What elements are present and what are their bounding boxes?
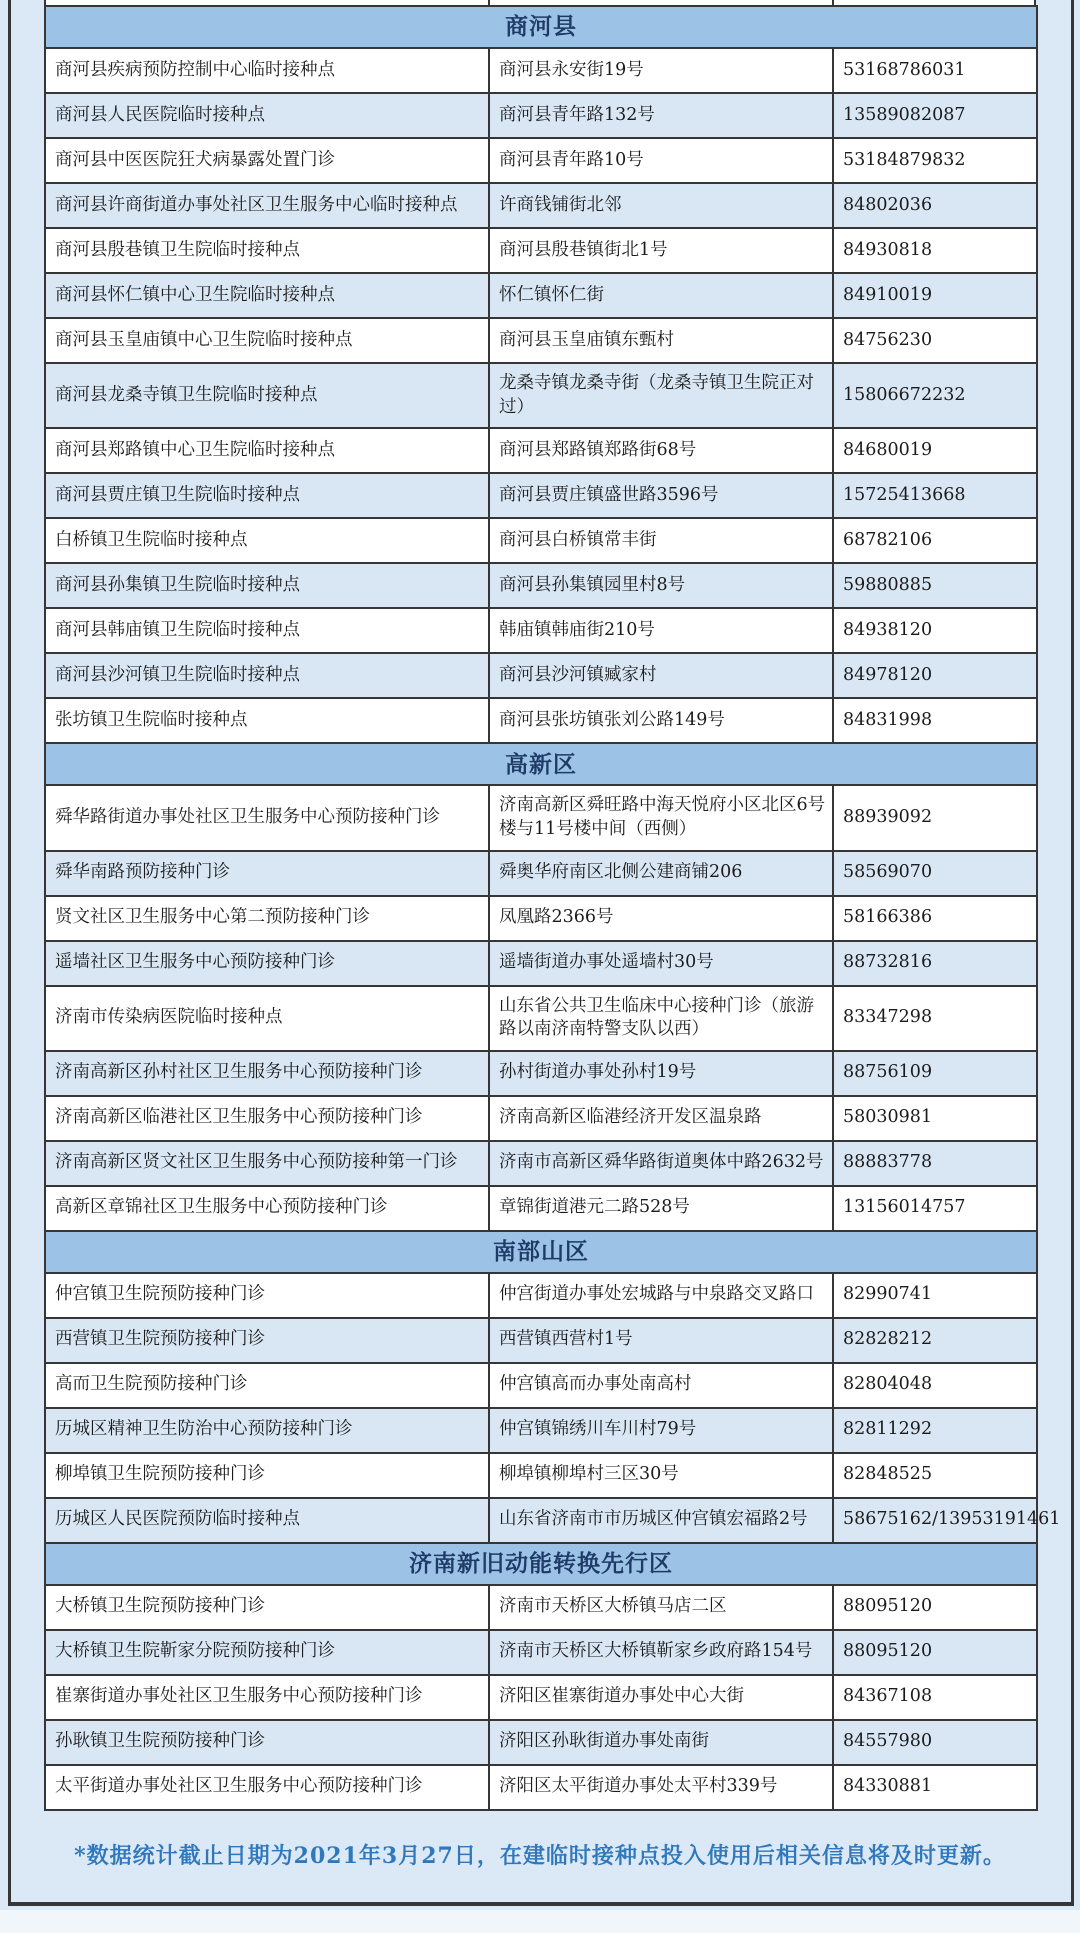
site-phone-cell: 88095120 (833, 1630, 1037, 1675)
table-body (45, 6, 1061, 1810)
site-address-cell: 济南市高新区舜华路街道奥体中路2632号 (489, 1141, 833, 1186)
site-phone-cell: 84756230 (833, 318, 1037, 363)
site-name-cell: 历城区精神卫生防治中心预防接种门诊 (45, 1408, 489, 1453)
site-address-cell: 济阳区太平街道办事处太平村339号 (489, 1765, 833, 1810)
site-phone-cell: 15725413668 (833, 473, 1037, 518)
site-name-cell: 柳埠镇卫生院预防接种门诊 (45, 1453, 489, 1498)
site-phone-cell: 59880885 (833, 563, 1037, 608)
table-row (45, 1096, 1037, 1141)
site-phone-cell: 53184879832 (833, 138, 1037, 183)
site-phone-cell: 58675162/13953191461 (833, 1498, 1037, 1543)
table-row (45, 363, 1037, 428)
site-name-cell: 孙耿镇卫生院预防接种门诊 (45, 1720, 489, 1765)
site-address-cell: 仲宫镇高而办事处南高村 (489, 1363, 833, 1408)
table-row (45, 138, 1037, 183)
table-row (45, 1765, 1037, 1810)
section-header-row (45, 743, 1037, 785)
table-row (45, 1585, 1037, 1630)
site-phone-cell: 82990741 (833, 1273, 1037, 1318)
site-name-cell: 舜华南路预防接种门诊 (45, 851, 489, 896)
table-row (45, 1720, 1037, 1765)
site-phone-cell: 88883778 (833, 1141, 1037, 1186)
site-phone-cell: 13156014757 (833, 1186, 1037, 1231)
site-phone-cell: 84330881 (833, 1765, 1037, 1810)
site-address-cell: 西营镇西营村1号 (489, 1318, 833, 1363)
table-row (45, 1273, 1037, 1318)
site-phone-cell: 53168786031 (833, 48, 1037, 93)
bottom-margin-strip (0, 1910, 1080, 1933)
table-row (45, 93, 1037, 138)
table-row (45, 1408, 1037, 1453)
site-phone-cell: 82811292 (833, 1408, 1037, 1453)
site-name-cell: 商河县殷巷镇卫生院临时接种点 (45, 228, 489, 273)
site-address-cell: 济南高新区舜旺路中海天悦府小区北区6号楼与11号楼中间（西侧） (489, 785, 833, 850)
table-row (45, 473, 1037, 518)
site-phone-cell: 82828212 (833, 1318, 1037, 1363)
site-address-cell: 商河县郑路镇郑路街68号 (489, 428, 833, 473)
site-phone-cell: 84802036 (833, 183, 1037, 228)
table-row (45, 48, 1037, 93)
site-name-cell: 济南市传染病医院临时接种点 (45, 986, 489, 1051)
site-phone-cell: 58166386 (833, 896, 1037, 941)
site-name-cell: 商河县韩庙镇卫生院临时接种点 (45, 608, 489, 653)
section-header-row (45, 6, 1037, 48)
site-address-cell: 商河县沙河镇臧家村 (489, 653, 833, 698)
site-address-cell: 商河县殷巷镇街北1号 (489, 228, 833, 273)
site-name-cell: 大桥镇卫生院靳家分院预防接种门诊 (45, 1630, 489, 1675)
site-address-cell: 济阳区孙耿街道办事处南街 (489, 1720, 833, 1765)
site-name-cell: 济南高新区贤文社区卫生服务中心预防接种第一门诊 (45, 1141, 489, 1186)
clipped-name-cell (46, 0, 490, 5)
table-row (45, 428, 1037, 473)
site-address-cell: 商河县永安街19号 (489, 48, 833, 93)
site-name-cell: 高新区章锦社区卫生服务中心预防接种门诊 (45, 1186, 489, 1231)
table-row (45, 1051, 1037, 1096)
table-row (45, 1630, 1037, 1675)
site-phone-cell: 84680019 (833, 428, 1037, 473)
site-phone-cell: 88939092 (833, 785, 1037, 850)
table-row (45, 653, 1037, 698)
site-name-cell: 历城区人民医院预防临时接种点 (45, 1498, 489, 1543)
site-name-cell: 西营镇卫生院预防接种门诊 (45, 1318, 489, 1363)
site-name-cell: 济南高新区孙村社区卫生服务中心预防接种门诊 (45, 1051, 489, 1096)
table-row (45, 1186, 1037, 1231)
site-address-cell: 济南市天桥区大桥镇马店二区 (489, 1585, 833, 1630)
site-name-cell: 贤文社区卫生服务中心第二预防接种门诊 (45, 896, 489, 941)
site-address-cell: 商河县青年路132号 (489, 93, 833, 138)
table-row (45, 318, 1037, 363)
site-name-cell: 商河县疾病预防控制中心临时接种点 (45, 48, 489, 93)
table-row (45, 851, 1037, 896)
site-address-cell: 商河县青年路10号 (489, 138, 833, 183)
site-name-cell: 遥墙社区卫生服务中心预防接种门诊 (45, 941, 489, 986)
site-name-cell: 商河县沙河镇卫生院临时接种点 (45, 653, 489, 698)
section-header-row (45, 1543, 1037, 1585)
vaccination-points-table (44, 5, 1061, 1811)
site-name-cell: 舜华路街道办事处社区卫生服务中心预防接种门诊 (45, 785, 489, 850)
table-row (45, 785, 1037, 850)
site-address-cell: 怀仁镇怀仁街 (489, 273, 833, 318)
site-phone-cell: 84930818 (833, 228, 1037, 273)
data-cutoff-note: *数据统计截止日期为2021年3月27日，在建临时接种点投入使用后相关信息将及时更新。 (74, 1842, 1006, 1869)
site-address-cell: 商河县玉皇庙镇东甄村 (489, 318, 833, 363)
section-title: 济南新旧动能转换先行区 (45, 1543, 1037, 1585)
table-area (44, 0, 1061, 1870)
site-address-cell: 仲宫街道办事处宏城路与中泉路交叉路口 (489, 1273, 833, 1318)
site-phone-cell: 84938120 (833, 608, 1037, 653)
site-phone-cell: 82804048 (833, 1363, 1037, 1408)
section-title: 商河县 (45, 6, 1037, 48)
site-name-cell: 商河县贾庄镇卫生院临时接种点 (45, 473, 489, 518)
table-row (45, 1318, 1037, 1363)
site-name-cell: 崔寨街道办事处社区卫生服务中心预防接种门诊 (45, 1675, 489, 1720)
site-phone-cell: 84557980 (833, 1720, 1037, 1765)
site-phone-cell: 68782106 (833, 518, 1037, 563)
site-address-cell: 山东省济南市市历城区仲宫镇宏福路2号 (489, 1498, 833, 1543)
site-phone-cell: 84367108 (833, 1675, 1037, 1720)
clipped-phone-cell (834, 0, 1034, 5)
site-address-cell: 孙村街道办事处孙村19号 (489, 1051, 833, 1096)
site-phone-cell: 15806672232 (833, 363, 1037, 428)
section-header-row (45, 1231, 1037, 1273)
site-phone-cell: 88756109 (833, 1051, 1037, 1096)
table-row (45, 608, 1037, 653)
site-address-cell: 仲宫镇锦绣川车川村79号 (489, 1408, 833, 1453)
table-row (45, 1498, 1037, 1543)
site-phone-cell: 88095120 (833, 1585, 1037, 1630)
site-address-cell: 山东省公共卫生临床中心接种门诊（旅游路以南济南特警支队以西） (489, 986, 833, 1051)
section-title: 高新区 (45, 743, 1037, 785)
site-address-cell: 龙桑寺镇龙桑寺街（龙桑寺镇卫生院正对过） (489, 363, 833, 428)
table-row (45, 563, 1037, 608)
site-phone-cell: 84978120 (833, 653, 1037, 698)
site-address-cell: 凤凰路2366号 (489, 896, 833, 941)
site-phone-cell: 13589082087 (833, 93, 1037, 138)
site-address-cell: 商河县贾庄镇盛世路3596号 (489, 473, 833, 518)
site-name-cell: 太平街道办事处社区卫生服务中心预防接种门诊 (45, 1765, 489, 1810)
site-address-cell: 济阳区崔寨街道办事处中心大街 (489, 1675, 833, 1720)
table-row (45, 941, 1037, 986)
site-name-cell: 大桥镇卫生院预防接种门诊 (45, 1585, 489, 1630)
site-name-cell: 商河县郑路镇中心卫生院临时接种点 (45, 428, 489, 473)
table-row (45, 273, 1037, 318)
site-phone-cell: 58569070 (833, 851, 1037, 896)
section-title: 南部山区 (45, 1231, 1037, 1273)
table-row (45, 518, 1037, 563)
table-row (45, 986, 1037, 1051)
table-row (45, 896, 1037, 941)
site-address-cell: 商河县孙集镇园里村8号 (489, 563, 833, 608)
site-phone-cell: 84910019 (833, 273, 1037, 318)
site-address-cell: 济南市天桥区大桥镇靳家乡政府路154号 (489, 1630, 833, 1675)
site-phone-cell: 84831998 (833, 698, 1037, 743)
site-name-cell: 商河县玉皇庙镇中心卫生院临时接种点 (45, 318, 489, 363)
site-address-cell: 章锦街道港元二路528号 (489, 1186, 833, 1231)
clipped-address-cell (490, 0, 834, 5)
site-phone-cell: 58030981 (833, 1096, 1037, 1141)
site-name-cell: 商河县许商街道办事处社区卫生服务中心临时接种点 (45, 183, 489, 228)
site-phone-cell: 88732816 (833, 941, 1037, 986)
site-address-cell: 韩庙镇韩庙街210号 (489, 608, 833, 653)
site-name-cell: 仲宫镇卫生院预防接种门诊 (45, 1273, 489, 1318)
site-name-cell: 白桥镇卫生院临时接种点 (45, 518, 489, 563)
site-name-cell: 商河县中医医院狂犬病暴露处置门诊 (45, 138, 489, 183)
table-row (45, 228, 1037, 273)
table-row (45, 183, 1037, 228)
table-row (45, 698, 1037, 743)
site-name-cell: 张坊镇卫生院临时接种点 (45, 698, 489, 743)
table-row (45, 1675, 1037, 1720)
site-address-cell: 遥墙街道办事处遥墙村30号 (489, 941, 833, 986)
site-phone-cell: 83347298 (833, 986, 1037, 1051)
table-row (45, 1141, 1037, 1186)
clipped-previous-row (44, 0, 1036, 5)
site-address-cell: 许商钱铺街北邻 (489, 183, 833, 228)
site-address-cell: 柳埠镇柳埠村三区30号 (489, 1453, 833, 1498)
site-name-cell: 高而卫生院预防接种门诊 (45, 1363, 489, 1408)
site-name-cell: 商河县怀仁镇中心卫生院临时接种点 (45, 273, 489, 318)
site-phone-cell: 82848525 (833, 1453, 1037, 1498)
site-address-cell: 舜奥华府南区北侧公建商铺206 (489, 851, 833, 896)
site-name-cell: 商河县龙桑寺镇卫生院临时接种点 (45, 363, 489, 428)
site-name-cell: 商河县人民医院临时接种点 (45, 93, 489, 138)
site-name-cell: 济南高新区临港社区卫生服务中心预防接种门诊 (45, 1096, 489, 1141)
site-name-cell: 商河县孙集镇卫生院临时接种点 (45, 563, 489, 608)
table-row (45, 1363, 1037, 1408)
site-address-cell: 商河县张坊镇张刘公路149号 (489, 698, 833, 743)
table-row (45, 1453, 1037, 1498)
site-address-cell: 济南高新区临港经济开发区温泉路 (489, 1096, 833, 1141)
site-address-cell: 商河县白桥镇常丰街 (489, 518, 833, 563)
